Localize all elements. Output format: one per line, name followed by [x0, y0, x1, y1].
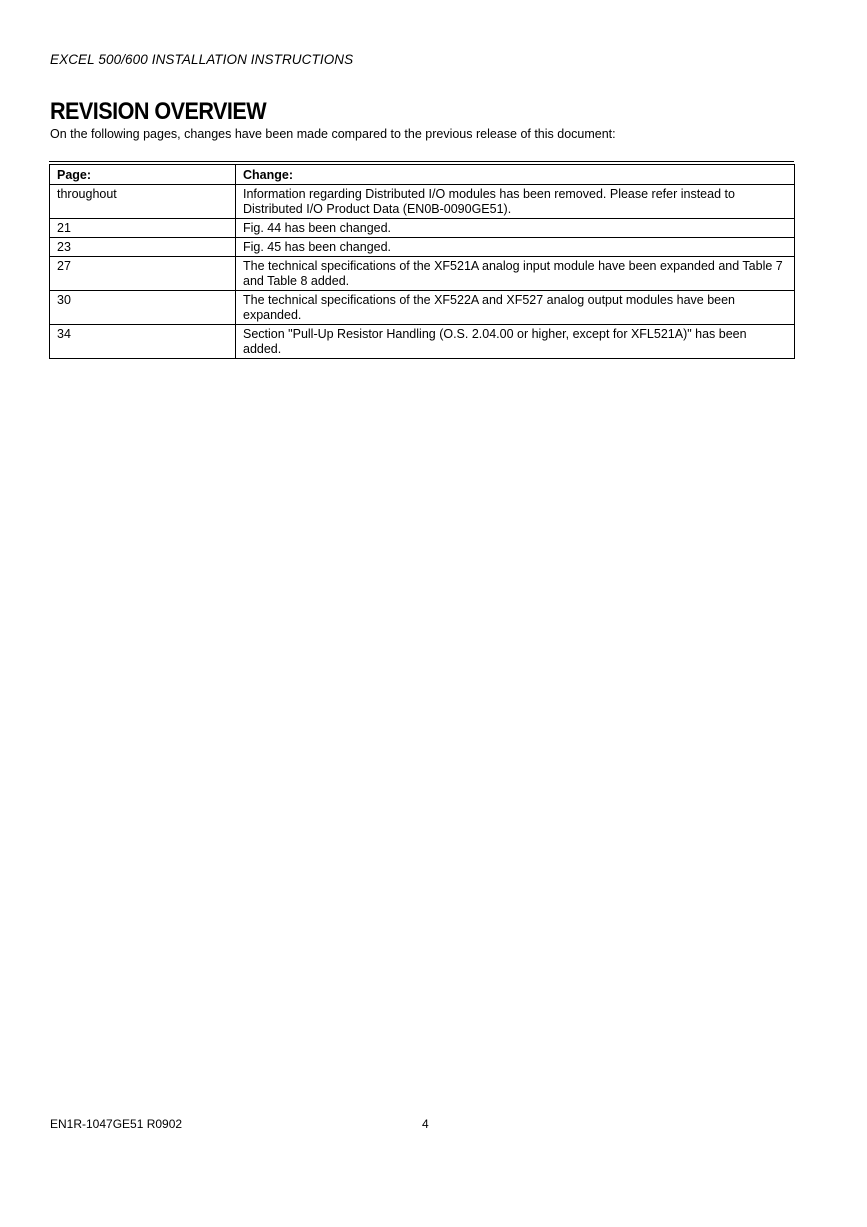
table-row — [50, 185, 795, 219]
revision-table-container — [49, 161, 794, 359]
table-row — [50, 291, 795, 325]
footer-page-number: 4 — [422, 1117, 429, 1131]
column-header-change: Change: — [236, 165, 795, 185]
cell-page: 23 — [50, 238, 236, 257]
table-row — [50, 219, 795, 238]
running-header: EXCEL 500/600 INSTALLATION INSTRUCTIONS — [50, 52, 354, 67]
cell-change: Information regarding Distributed I/O modules has been removed. Please refer instead to Distributed I/O Product Data (EN0B-0090GE51). — [236, 185, 795, 219]
cell-page: 30 — [50, 291, 236, 325]
footer-document-id: EN1R-1047GE51 R0902 — [50, 1117, 183, 1131]
revision-table — [49, 164, 795, 359]
cell-page: throughout — [50, 185, 236, 219]
cell-change: Fig. 45 has been changed. — [236, 238, 795, 257]
cell-page: 34 — [50, 325, 236, 359]
cell-change: Section "Pull-Up Resistor Handling (O.S. 2.04.00 or higher, except for XFL521A)" has been added. — [236, 325, 795, 359]
cell-page: 27 — [50, 257, 236, 291]
table-row — [50, 238, 795, 257]
column-header-page: Page: — [50, 165, 236, 185]
cell-change: Fig. 44 has been changed. — [236, 219, 795, 238]
table-row — [50, 257, 795, 291]
cell-page: 21 — [50, 219, 236, 238]
table-header-row — [50, 165, 795, 185]
table-row — [50, 325, 795, 359]
cell-change: The technical specifications of the XF521A analog input module have been expanded and Table 7 and Table 8 added. — [236, 257, 795, 291]
page-title: REVISION OVERVIEW — [50, 98, 267, 125]
intro-paragraph: On the following pages, changes have been made compared to the previous release of this document: — [50, 127, 616, 141]
cell-change: The technical specifications of the XF522A and XF527 analog output modules have been expanded. — [236, 291, 795, 325]
